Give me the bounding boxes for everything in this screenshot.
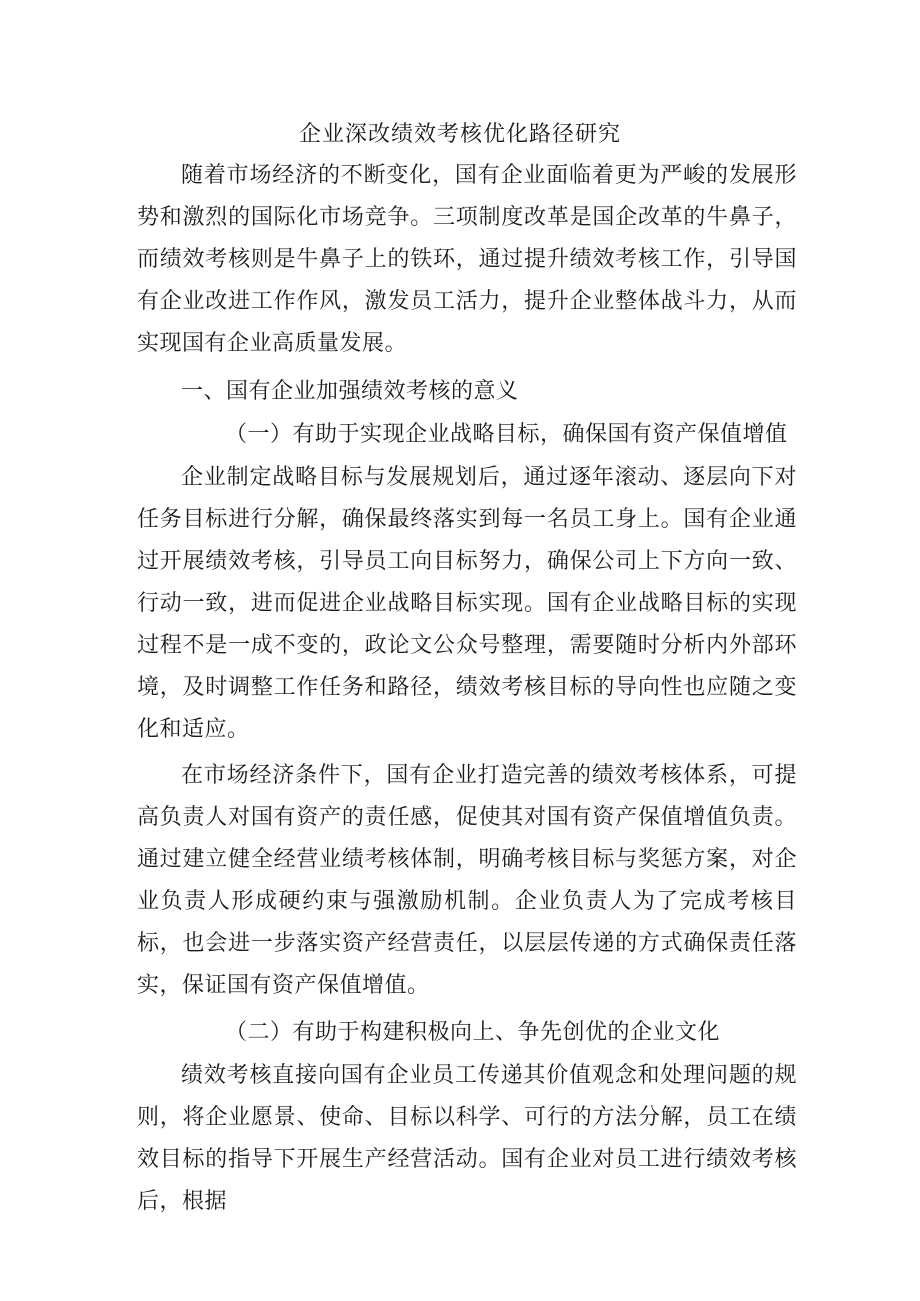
body-paragraph: 在市场经济条件下，国有企业打造完善的绩效考核体系，可提高负责人对国有资产的责任感，促使其对国有资产保值增值负责。通过建立健全经营业绩考核体制，明确考核目标与奖惩方案，对企业负责人形成硬约束与强激励机制。企业负责人为了完成考核目标，也会进一步落实资产经营责任，以层层传递的方式确保责任落实，保证国有资产保值增值。 xyxy=(137,763,797,998)
intro-paragraph: 随着市场经济的不断变化，国有企业面临着更为严峻的发展形势和激烈的国际化市场竞争。三项制度改革是国企改革的牛鼻子，而绩效考核则是牛鼻子上的铁环，通过提升绩效考核工作，引导国有企业改进工作作风，激发员工活力，提升企业整体战斗力，从而实现国有企业高质量发展。 xyxy=(137,163,797,356)
document-title: 企业深改绩效考核优化路径研究 xyxy=(298,122,621,147)
subsection-heading-1: （一）有助于实现企业战略目标，确保国有资产保值增值 xyxy=(225,422,788,447)
body-paragraph: 绩效考核直接向国有企业员工传递其价值观念和处理问题的规则，将企业愿景、使命、目标以科学、可行的方法分解，员工在绩效目标的指导下开展生产经营活动。国有企业对员工进行绩效考核后，根据 xyxy=(137,1063,797,1214)
body-paragraph: 企业制定战略目标与发展规划后，通过逐年滚动、逐层向下对任务目标进行分解，确保最终落实到每一名员工身上。国有企业通过开展绩效考核，引导员工向目标努力，确保公司上下方向一致、行动一致，进而促进企业战略目标实现。国有企业战略目标的实现过程不是一成不变的，政论文公众号整理，需要随时分析内外部环境，及时调整工作任务和路径，绩效考核目标的导向性也应随之变化和适应。 xyxy=(137,465,797,742)
subsection-heading-2: （二）有助于构建积极向上、争先创优的企业文化 xyxy=(225,1020,721,1045)
section-heading-1: 一、国有企业加强绩效考核的意义 xyxy=(181,379,519,404)
document-body xyxy=(137,155,797,1223)
